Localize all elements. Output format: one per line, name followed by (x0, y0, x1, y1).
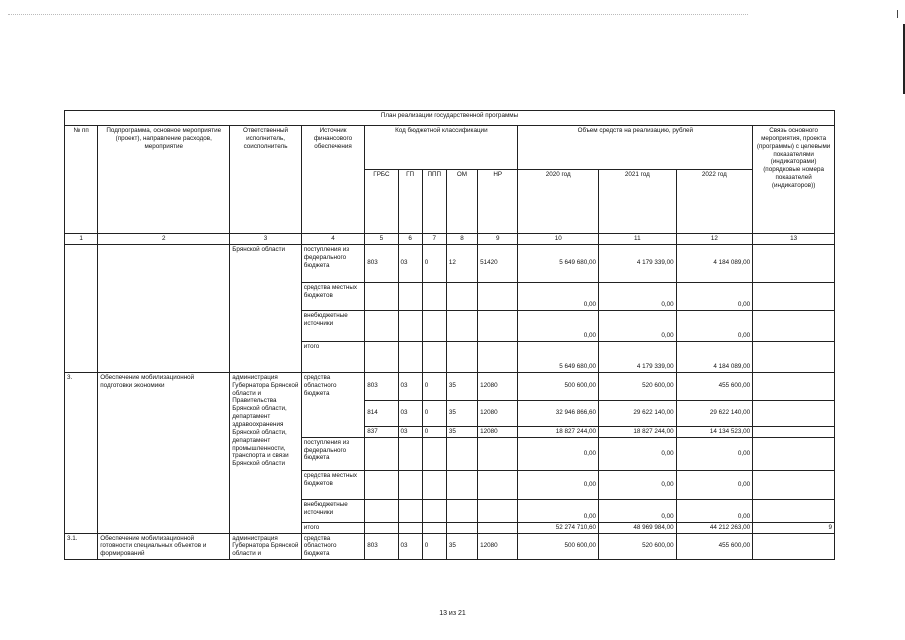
executor-cell: администрация Губернатора Брянской области и Правительства Брянской области, департамент здравоохранения Брянской области, департамент промышленности, транспорта и связи Брянской области (230, 372, 302, 533)
link-cell (753, 372, 835, 400)
value-2021: 0,00 (599, 470, 677, 499)
subheader-2021: 2021 год (599, 170, 677, 234)
value-2020: 5 649 680,00 (518, 244, 599, 282)
ppp-cell: 0 (422, 426, 446, 437)
table-cell (478, 282, 518, 310)
value-2021: 18 827 244,00 (599, 426, 677, 437)
table-cell (398, 282, 422, 310)
subheader-nr: НР (478, 170, 518, 234)
column-number: 12 (676, 234, 753, 245)
table-cell (365, 499, 398, 522)
column-number: 9 (478, 234, 518, 245)
column-number: 8 (446, 234, 477, 245)
source-cell: внебюджетные источники (301, 310, 364, 341)
program-cell: Обеспечение мобилизационной подготовки экономики (98, 372, 230, 533)
link-cell: 9 (753, 522, 835, 533)
source-cell: средства областного бюджета (301, 372, 364, 437)
value-2022: 4 184 089,00 (676, 244, 753, 282)
value-2020: 500 600,00 (518, 533, 599, 560)
om-cell: 35 (446, 372, 477, 400)
value-2020: 32 946 866,60 (518, 400, 599, 426)
column-number: 11 (599, 234, 677, 245)
nr-cell: 51420 (478, 244, 518, 282)
table-cell (478, 341, 518, 372)
value-2022: 4 184 089,00 (676, 341, 753, 372)
table-cell (446, 282, 477, 310)
link-cell (753, 533, 835, 560)
value-2022: 0,00 (676, 437, 753, 470)
table-cell (446, 437, 477, 470)
table-cell (398, 341, 422, 372)
table-cell (365, 470, 398, 499)
grbs-cell: 814 (365, 400, 398, 426)
value-2021: 520 600,00 (599, 372, 677, 400)
header-volume: Объем средств на реализацию, рублей (518, 126, 753, 170)
gp-cell: 03 (398, 426, 422, 437)
table-cell (365, 437, 398, 470)
executor-cell: Брянской области (230, 244, 302, 372)
link-cell (753, 499, 835, 522)
ppp-cell: 0 (422, 400, 446, 426)
value-2021: 29 622 140,00 (599, 400, 677, 426)
source-cell: итого (301, 522, 364, 533)
scan-mark (897, 10, 898, 18)
source-cell: итого (301, 341, 364, 372)
column-number: 13 (753, 234, 835, 245)
subheader-gp: ГП (398, 170, 422, 234)
link-cell (753, 341, 835, 372)
nr-cell: 12080 (478, 372, 518, 400)
value-2022: 0,00 (676, 499, 753, 522)
table-cell (422, 310, 446, 341)
om-cell: 35 (446, 533, 477, 560)
header-program: Подпрограмма, основное мероприятие (проект), направление расходов, мероприятие (98, 126, 230, 234)
nr-cell: 12080 (478, 533, 518, 560)
table-cell (98, 244, 230, 372)
subheader-ppp: ППП (422, 170, 446, 234)
row-number: 3. (65, 372, 98, 533)
link-cell (753, 282, 835, 310)
link-cell (753, 310, 835, 341)
value-2021: 4 179 339,00 (599, 244, 677, 282)
table-cell (422, 282, 446, 310)
table-cell (422, 341, 446, 372)
grbs-cell: 803 (365, 372, 398, 400)
om-cell: 12 (446, 244, 477, 282)
value-2021: 0,00 (599, 282, 677, 310)
value-2020: 0,00 (518, 437, 599, 470)
gp-cell: 03 (398, 400, 422, 426)
gp-cell: 03 (398, 372, 422, 400)
table-cell (398, 470, 422, 499)
table-cell (398, 437, 422, 470)
subheader-2022: 2022 год (676, 170, 753, 234)
source-cell: средства местных бюджетов (301, 470, 364, 499)
total-2021: 48 969 984,00 (599, 522, 677, 533)
ppp-cell: 0 (422, 244, 446, 282)
link-cell (753, 470, 835, 499)
value-2020: 0,00 (518, 470, 599, 499)
om-cell: 35 (446, 400, 477, 426)
program-cell: Обеспечение мобилизационной готовности специальных объектов и формирований (98, 533, 230, 560)
table-cell (446, 522, 477, 533)
gp-cell: 03 (398, 533, 422, 560)
source-cell: поступления из федерального бюджета (301, 437, 364, 470)
grbs-cell: 803 (365, 244, 398, 282)
value-2022: 455 600,00 (676, 372, 753, 400)
column-number: 1 (65, 234, 98, 245)
table-cell (446, 470, 477, 499)
source-cell: поступления из федерального бюджета (301, 244, 364, 282)
table-cell (446, 310, 477, 341)
source-cell: средства местных бюджетов (301, 282, 364, 310)
value-2020: 18 827 244,00 (518, 426, 599, 437)
table-cell (365, 522, 398, 533)
grbs-cell: 837 (365, 426, 398, 437)
program-plan-table (64, 110, 835, 560)
value-2022: 0,00 (676, 310, 753, 341)
table-cell (365, 310, 398, 341)
table-cell (478, 470, 518, 499)
column-number: 6 (398, 234, 422, 245)
header-executor: Ответственный исполнитель, соисполнитель (230, 126, 302, 234)
executor-cell: администрация Губернатора Брянской области и (230, 533, 302, 560)
column-number: 4 (301, 234, 364, 245)
table-cell (478, 437, 518, 470)
table-cell (478, 522, 518, 533)
table-cell (422, 437, 446, 470)
table-cell (478, 499, 518, 522)
table-cell (422, 522, 446, 533)
column-number: 10 (518, 234, 599, 245)
ppp-cell: 0 (422, 372, 446, 400)
om-cell: 35 (446, 426, 477, 437)
value-2022: 455 600,00 (676, 533, 753, 560)
table-top-header: План реализации государственной программы (65, 111, 835, 126)
subheader-grbs: ГРБС (365, 170, 398, 234)
value-2021: 4 179 339,00 (599, 341, 677, 372)
value-2020: 0,00 (518, 499, 599, 522)
value-2021: 520 600,00 (599, 533, 677, 560)
link-cell (753, 426, 835, 437)
total-2020: 52 274 710,60 (518, 522, 599, 533)
value-2020: 0,00 (518, 282, 599, 310)
source-cell: внебюджетные источники (301, 499, 364, 522)
nr-cell: 12080 (478, 426, 518, 437)
link-cell (753, 244, 835, 282)
table-cell (398, 522, 422, 533)
value-2022: 0,00 (676, 470, 753, 499)
column-number: 2 (98, 234, 230, 245)
grbs-cell: 803 (365, 533, 398, 560)
page-number: 13 из 21 (439, 610, 466, 617)
column-number: 5 (365, 234, 398, 245)
ppp-cell: 0 (422, 533, 446, 560)
table-cell (478, 310, 518, 341)
table-cell (365, 282, 398, 310)
table-cell (422, 470, 446, 499)
table-cell (422, 499, 446, 522)
value-2020: 0,00 (518, 310, 599, 341)
value-2022: 14 134 523,00 (676, 426, 753, 437)
total-2022: 44 212 263,00 (676, 522, 753, 533)
header-source: Источник финансового обеспечения (301, 126, 364, 234)
scan-noise (8, 14, 748, 19)
header-link: Связь основного мероприятия, проекта (программы) с целевыми показателями (индикаторами) (порядковые номера показателей (индикаторов)) (753, 126, 835, 234)
header-num: № пп (65, 126, 98, 234)
subheader-om: ОМ (446, 170, 477, 234)
value-2020: 500 600,00 (518, 372, 599, 400)
column-number: 3 (230, 234, 302, 245)
table-cell (398, 310, 422, 341)
link-cell (753, 437, 835, 470)
value-2020: 5 649 680,00 (518, 341, 599, 372)
column-number: 7 (422, 234, 446, 245)
value-2021: 0,00 (599, 310, 677, 341)
value-2021: 0,00 (599, 499, 677, 522)
value-2022: 29 622 140,00 (676, 400, 753, 426)
gp-cell: 03 (398, 244, 422, 282)
value-2021: 0,00 (599, 437, 677, 470)
table-cell (446, 499, 477, 522)
table-cell (446, 341, 477, 372)
value-2022: 0,00 (676, 282, 753, 310)
table-cell (365, 341, 398, 372)
header-budget-code: Код бюджетной классификации (365, 126, 518, 170)
nr-cell: 12080 (478, 400, 518, 426)
table-cell (398, 499, 422, 522)
table-cell (65, 244, 98, 372)
row-number: 3.1. (65, 533, 98, 560)
subheader-2020: 2020 год (518, 170, 599, 234)
link-cell (753, 400, 835, 426)
source-cell: средства областного бюджета (301, 533, 364, 560)
